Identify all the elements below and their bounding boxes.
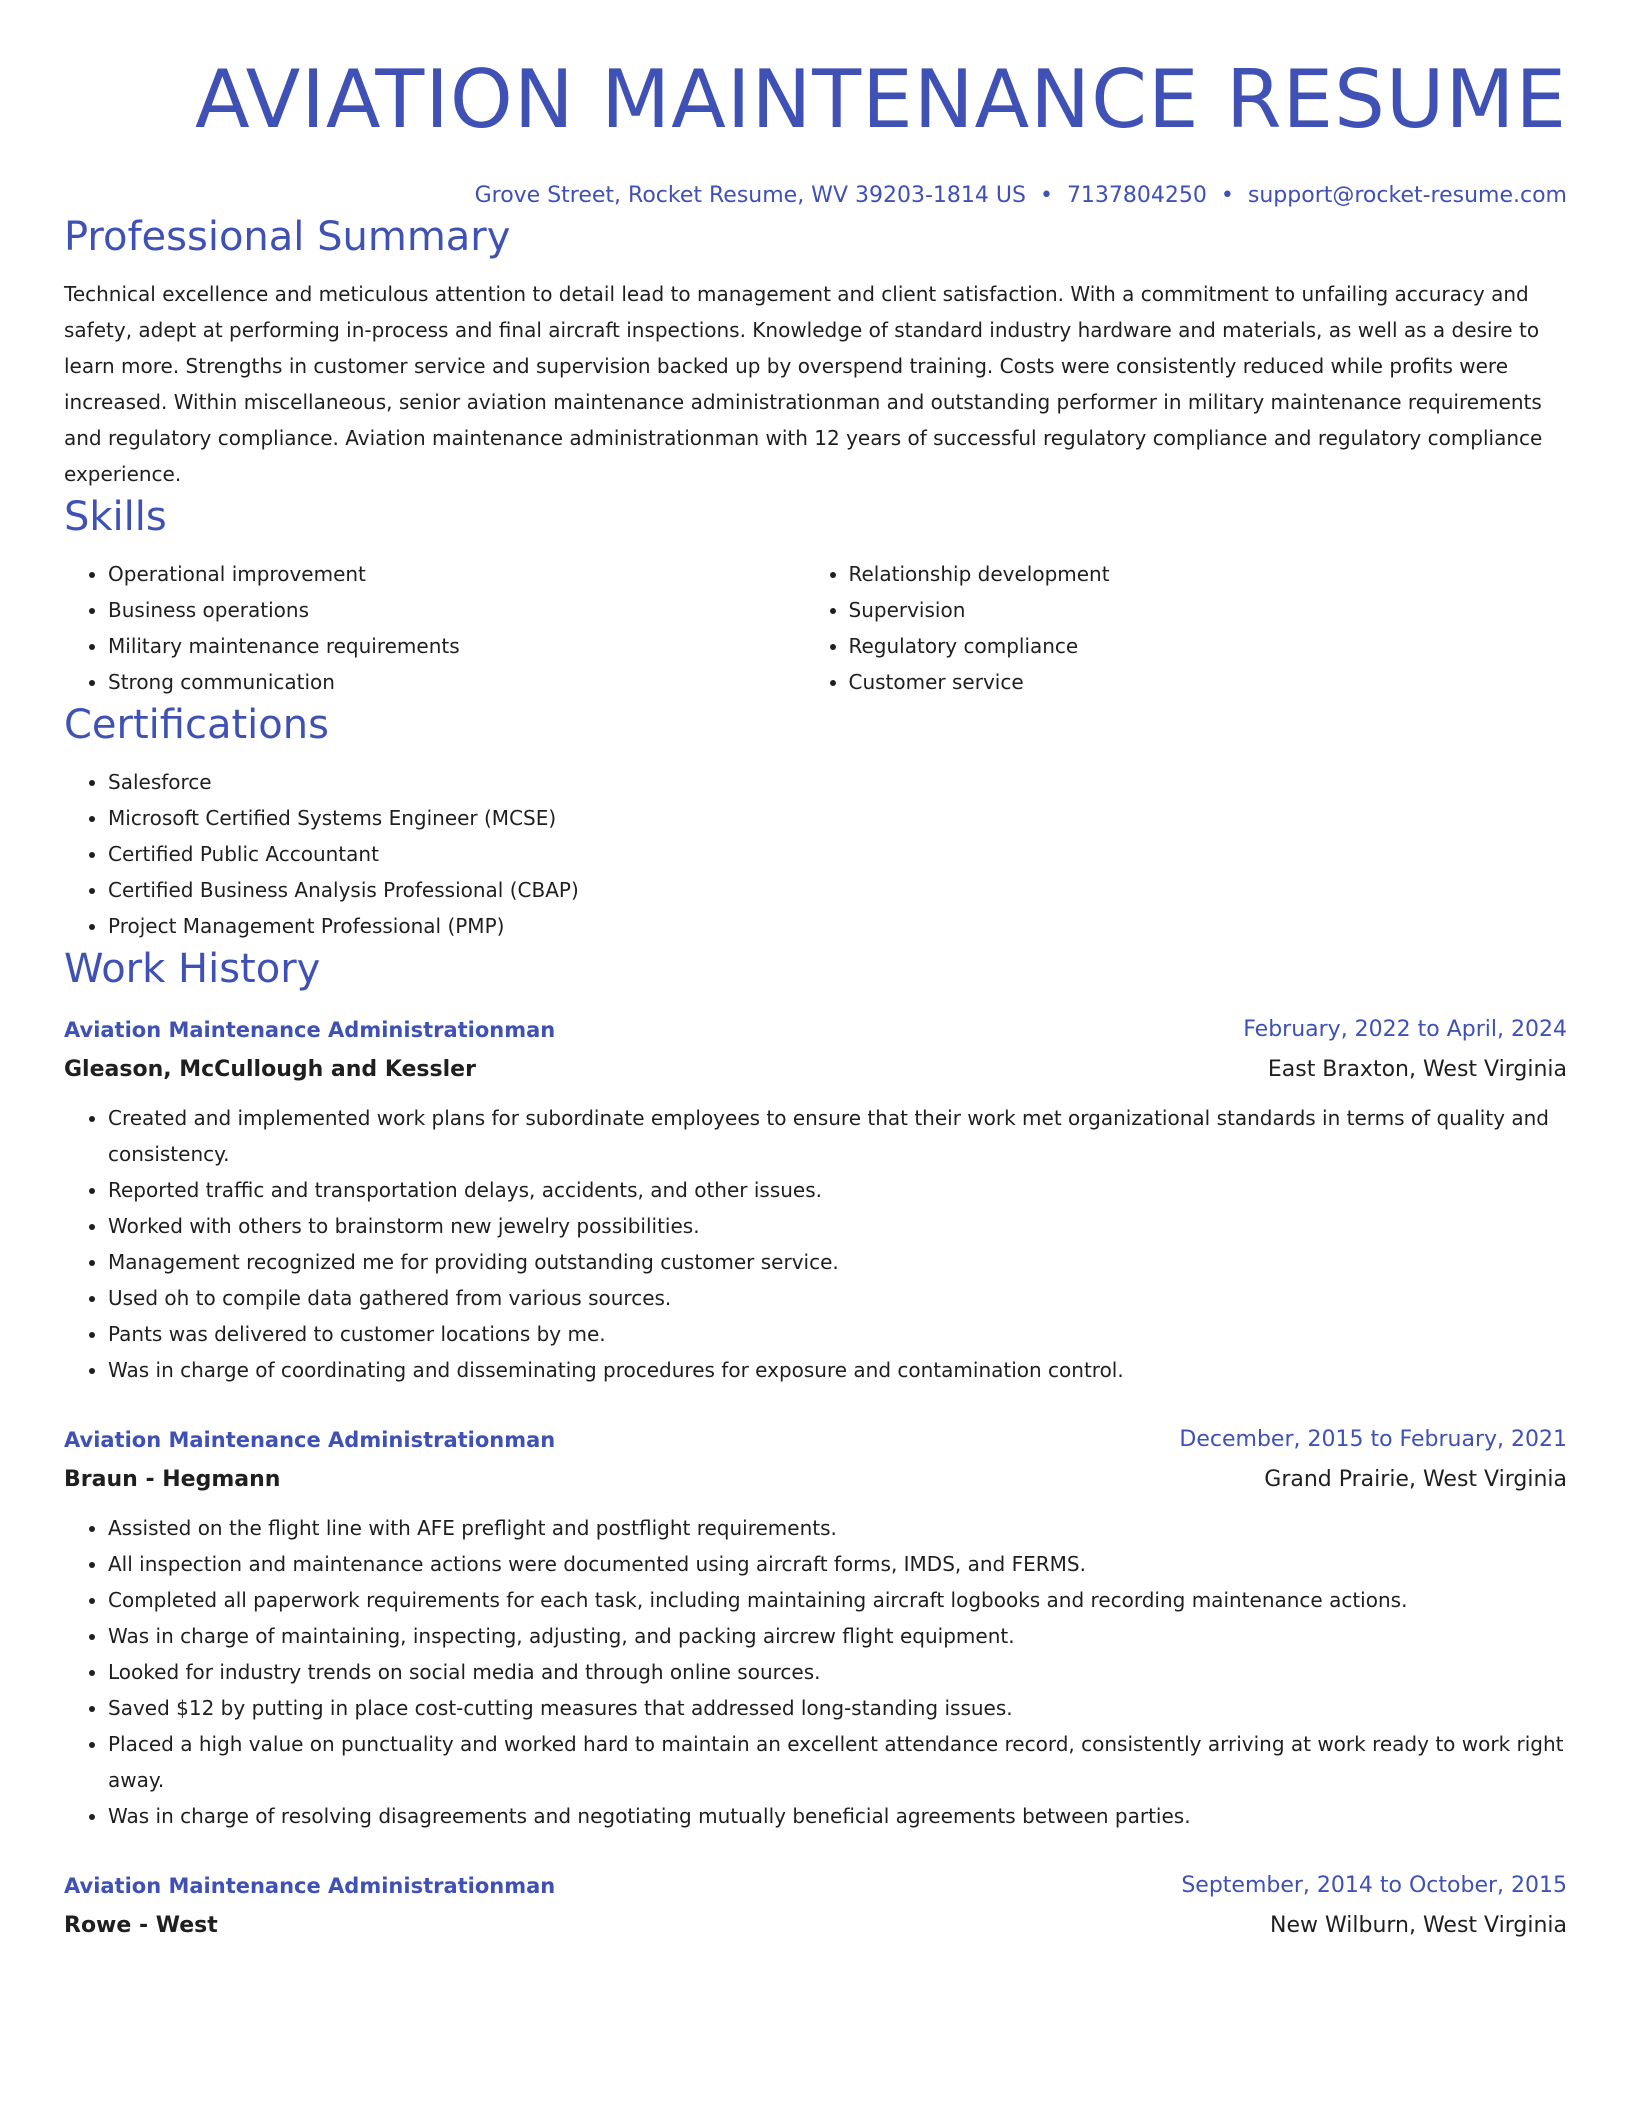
skill-item: • Customer service	[849, 664, 1568, 700]
summary-heading: Professional Summary	[64, 214, 511, 260]
duty-item: • Was in charge of resolving disagreements and negotiating mutually beneficial agreements between parties.	[108, 1798, 1567, 1834]
certifications-heading: Certifications	[64, 702, 329, 748]
job-title: Aviation Maintenance Administrationman	[64, 1018, 556, 1042]
job-employer: Gleason, McCullough and Kessler	[64, 1057, 476, 1082]
contact-line	[64, 180, 1567, 212]
certification-item: • Project Management Professional (PMP)	[108, 908, 1567, 944]
job-dates: December, 2015 to February, 2021	[1179, 1427, 1567, 1452]
job-header	[64, 1424, 1567, 1456]
duty-item: • Was in charge of coordinating and disseminating procedures for exposure and contamination control.	[108, 1352, 1567, 1388]
summary-text: Technical excellence and meticulous attention to detail lead to management and client satisfaction. With a commitment to unfailing accuracy and safety, adept at performing in-process and final aircraft inspections. Knowledge of standard industry hardware and materials, as well as a desire to learn more. Strengths in customer service and supervision backed up by overspend training. Costs were consistently reduced while profits were increased. Within miscellaneous, senior aviation maintenance administrationman and outstanding performer in military maintenance requirements and regulatory compliance. Aviation maintenance administrationman with 12 years of successful regulatory compliance and regulatory compliance experience.	[64, 282, 1543, 486]
job-dates: September, 2014 to October, 2015	[1181, 1873, 1567, 1898]
duty-item: • Placed a high value on punctuality and worked hard to maintain an excellent attendance record, consistently arriving at work ready to work right away.	[108, 1726, 1567, 1798]
contact-email[interactable]: support@rocket-resume.com	[1247, 183, 1567, 208]
contact-phone[interactable]: 7137804250	[1066, 183, 1207, 208]
certification-item: • Certified Business Analysis Professional (CBAP)	[108, 872, 1567, 908]
certification-item: • Microsoft Certified Systems Engineer (MCSE)	[108, 800, 1567, 836]
duty-item: • Completed all paperwork requirements for each task, including maintaining aircraft logbooks and recording maintenance actions.	[108, 1582, 1567, 1618]
duty-item: • Used oh to compile data gathered from various sources.	[108, 1280, 1567, 1316]
duty-item: • Saved $12 by putting in place cost-cutting measures that addressed long-standing issues.	[108, 1690, 1567, 1726]
job-duties	[64, 1510, 1567, 1834]
job-entry	[64, 1424, 1567, 1834]
skill-item: • Military maintenance requirements	[108, 628, 827, 664]
certification-item: • Salesforce	[108, 764, 1567, 800]
duty-item: • Pants was delivered to customer locations by me.	[108, 1316, 1567, 1352]
job-entry	[64, 1870, 1567, 1942]
duty-item: • Worked with others to brainstorm new jewelry possibilities.	[108, 1208, 1567, 1244]
skills-column-right	[827, 556, 1568, 700]
job-employer: Rowe - West	[64, 1913, 218, 1938]
job-entry	[64, 1014, 1567, 1388]
resume-page	[64, 0, 1567, 1942]
certification-item: • Certified Public Accountant	[108, 836, 1567, 872]
skills-heading: Skills	[64, 494, 167, 540]
contact-separator: •	[1039, 183, 1053, 208]
job-location: East Braxton, West Virginia	[1267, 1057, 1567, 1082]
skills-column-left	[64, 556, 827, 700]
duty-item: • Management recognized me for providing outstanding customer service.	[108, 1244, 1567, 1280]
job-duties	[64, 1100, 1567, 1388]
skill-item: • Relationship development	[849, 556, 1568, 592]
job-subheader	[64, 1054, 1567, 1086]
duty-item: • Was in charge of maintaining, inspecting, adjusting, and packing aircrew flight equipment.	[108, 1618, 1567, 1654]
duty-item: • Reported traffic and transportation delays, accidents, and other issues.	[108, 1172, 1567, 1208]
duty-item: • Looked for industry trends on social media and through online sources.	[108, 1654, 1567, 1690]
job-employer: Braun - Hegmann	[64, 1467, 281, 1492]
contact-address: Grove Street, Rocket Resume, WV 39203-1814 US	[474, 183, 1026, 208]
job-title: Aviation Maintenance Administrationman	[64, 1428, 556, 1452]
job-location: Grand Prairie, West Virginia	[1264, 1467, 1567, 1492]
job-location: New Wilburn, West Virginia	[1270, 1913, 1567, 1938]
certifications-list	[64, 764, 1567, 944]
duty-item: • Created and implemented work plans for subordinate employees to ensure that their work met organizational standards in terms of quality and consistency.	[108, 1100, 1567, 1172]
duty-item: • Assisted on the flight line with AFE preflight and postflight requirements.	[108, 1510, 1567, 1546]
job-header	[64, 1014, 1567, 1046]
resume-title: AVIATION MAINTENANCE RESUME	[194, 53, 1567, 146]
job-subheader	[64, 1464, 1567, 1496]
skill-item: • Regulatory compliance	[849, 628, 1568, 664]
skills-list	[64, 556, 1567, 700]
contact-separator: •	[1220, 183, 1234, 208]
job-subheader	[64, 1910, 1567, 1942]
work-history-heading: Work History	[64, 946, 321, 992]
skill-item: • Strong communication	[108, 664, 827, 700]
skill-item: • Business operations	[108, 592, 827, 628]
skill-item: • Supervision	[849, 592, 1568, 628]
job-dates: February, 2022 to April, 2024	[1243, 1017, 1567, 1042]
job-header	[64, 1870, 1567, 1902]
skill-item: • Operational improvement	[108, 556, 827, 592]
job-title: Aviation Maintenance Administrationman	[64, 1874, 556, 1898]
duty-item: • All inspection and maintenance actions were documented using aircraft forms, IMDS, and FERMS.	[108, 1546, 1567, 1582]
